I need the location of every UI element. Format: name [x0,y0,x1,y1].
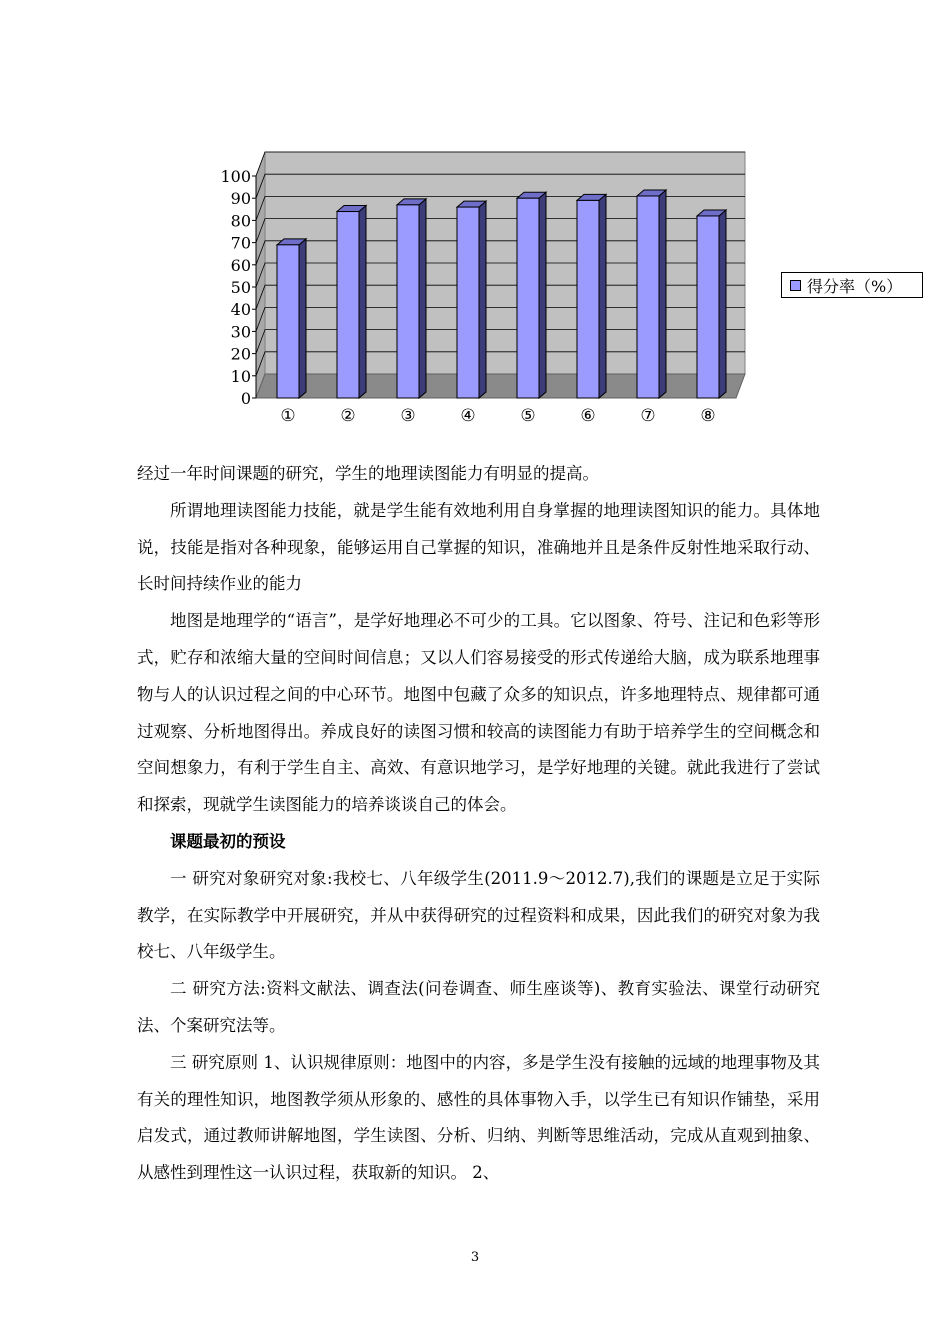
x-tick-label: ⑧ [700,406,716,426]
y-tick-label: 40 [230,300,251,320]
section-research-principle: 三 研究原则 1、认识规律原则：地图中的内容，多是学生没有接触的远域的地理事物及其有关的理性知识，地图教学须从形象的、感性的具体事物入手，以学生已有知识作铺垫，采用启发式，通过教师讲解地图，学生读图、分析、归纳、判断等思维活动，完成从直观到抽象、从感性到理性这一认识过程，获取新的知识。 2、 [137,1052,820,1183]
y-tick-label: 100 [220,167,251,186]
bar [397,205,419,398]
x-tick-label: ⑤ [520,406,536,426]
section-research-object: 一 研究对象研究对象:我校七、八年级学生(2011.9～2012.7),我们的课题是立足于实际教学，在实际教学中开展研究，并从中获得研究的过程资料和成果，因此我们的研究对象为我校七、八年级学生。 [137,868,820,962]
x-tick-label: ② [340,406,356,426]
bar-side [359,206,366,398]
y-tick-label: 70 [230,233,251,253]
legend-label: 得分率（%） [807,276,903,296]
chart-walls [256,152,745,398]
paragraph-1: 经过一年时间课题的研究，学生的地理读图能力有明显的提高。 [137,464,599,483]
bar-side [659,190,666,398]
section-research-method: 二 研究方法:资料文献法、调查法(问卷调查、师生座谈等)、教育实验法、课堂行动研究法、个案研究法等。 [137,979,820,1035]
bar-chart [0,0,950,440]
paragraph-3: 地图是地理学的“语言”，是学好地理必不可少的工具。它以图象、符号、注记和色彩等形式，贮存和浓缩大量的空间时间信息；又以人们容易接受的形式传递给大脑，成为联系地理事物与人的认识过程之间的中心环节。地图中包藏了众多的知识点，许多地理特点、规律都可通过观察、分析地图得出。养成良好的读图习惯和较高的读图能力有助于培养学生的空间概念和空间想象力，有利于学生自主、高效、有意识地学习，是学好地理的关键。就此我进行了尝试和探索，现就学生读图能力的培养谈谈自己的体会。 [137,611,820,815]
bar [457,207,479,398]
bar [697,216,719,398]
y-tick-label: 10 [230,366,251,386]
bar-side [599,194,606,398]
x-tick-label: ⑦ [640,406,656,426]
y-tick-label: 20 [230,344,251,364]
y-tick-label: 50 [230,278,251,297]
y-tick-label: 30 [230,322,251,342]
bar [637,196,659,398]
x-axis-ticks [280,406,715,426]
bar-side [539,192,546,398]
y-tick-label: 80 [230,211,251,231]
bar-side [479,201,486,398]
bar-side [719,210,726,398]
bar [577,200,599,398]
y-tick-label: 60 [230,255,251,275]
x-tick-label: ① [280,406,296,426]
bar [517,198,539,398]
page-number: 3 [470,1250,480,1265]
bar [337,212,359,398]
bar-side [299,239,306,398]
x-tick-label: ③ [400,406,416,426]
x-tick-label: ④ [460,406,476,426]
bar [277,245,299,398]
paragraph-2: 所谓地理读图能力技能，就是学生能有效地利用自身掌握的地理读图知识的能力。具体地说，技能是指对各种现象，能够运用自己掌握的知识，准确地并且是条件反射性地采取行动、长时间持续作业的能力 [137,500,820,594]
bar-side [419,199,426,398]
body-text [137,456,820,1192]
legend-swatch [790,280,801,291]
section-heading: 课题最初的预设 [170,831,286,851]
y-axis-ticks [220,167,256,408]
y-tick-label: 0 [240,389,251,408]
chart-floor [256,374,745,398]
x-tick-label: ⑥ [580,406,596,426]
chart-legend [781,272,923,298]
y-tick-label: 90 [230,189,251,209]
